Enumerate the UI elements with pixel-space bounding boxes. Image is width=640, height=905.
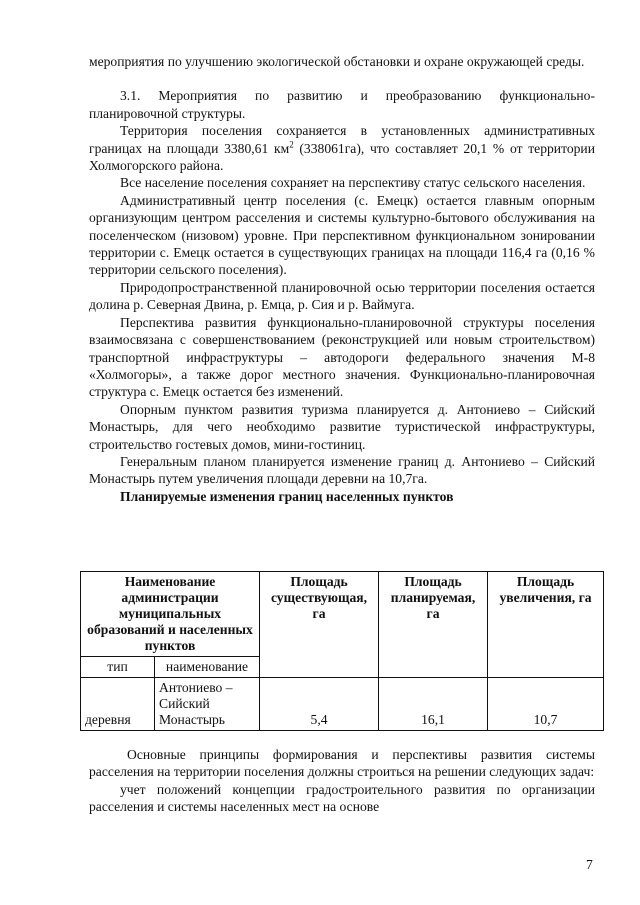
table-header-row: [81, 572, 604, 657]
paragraph-intro: мероприятия по улучшению экологической обстановки и охране окружающей среды.: [89, 54, 585, 69]
subheader-name: наименование: [155, 657, 260, 678]
header-increase: Площадь увеличения, га: [488, 572, 604, 678]
paragraph-territory: Территория поселения сохраняется в установленных административных границах на площади 3380,61 $км^2$ (338061га), что составляет 20,1 % от территории Холмогорского района.: [89, 123, 595, 174]
paragraph-tourism: Опорным пунктом развития туризма планируется д. Антониево – Сийский Монастырь, для чего необходимо развитие туристической инфраструктуры, строительство гостевых домов, мини-гостиниц.: [89, 401, 595, 452]
document-body-continued: [89, 746, 595, 816]
superscript: 2: [289, 139, 294, 150]
table-row: [81, 678, 604, 731]
header-name: Наименование администрации муниципальных образований и населенных пунктов: [81, 572, 260, 657]
cell-existing: 5,4: [260, 678, 379, 731]
boundary-changes-table: [80, 571, 604, 731]
cell-planned: 16,1: [379, 678, 488, 731]
paragraph-concept: учет положений концепции градостроительного развития по организации расселения и системы населенных мест на основе: [89, 781, 595, 815]
cell-increase: 10,7: [488, 678, 604, 731]
subheader-type: тип: [81, 657, 155, 678]
table-caption: Планируемые изменения границ населенных пунктов: [120, 488, 454, 504]
paragraph-perspective: Перспектива развития функционально-планировочной структуры поселения взаимосвязана с совершенствованием (реконструкцией или новым строительством) транспортной инфраструктуры – автодороги федерального значения М-8 «Холмогоры», а также дорог местного значения. Функционально-планировочная структура с. Емецк остается без изменений.: [89, 314, 595, 400]
section-heading: 3.1. Мероприятия по развитию и преобразованию функционально-планировочной структуры.: [89, 88, 595, 121]
document-body: [89, 53, 595, 505]
header-existing: Площадь существующая, га: [260, 572, 379, 678]
paragraph-admin-center: Административный центр поселения (с. Емецк) остается главным опорным организующим центром расселения и системы культурно-бытового обслуживания на поселенческом (низовом) уровне. При перспективном функциональном зонировании территории с. Емецк остается в существующих границах на площади 116,4 га (0,16 % территории сельского поселения).: [89, 192, 595, 278]
header-planned: Площадь планируемая, га: [379, 572, 488, 678]
paragraph-population: Все население поселения сохраняет на перспективу статус сельского населения.: [120, 175, 586, 191]
paragraph-axis: Природопространственной планировочной осью территории поселения остается долина р. Северная Двина, р. Емца, р. Сия и р. Ваймуга.: [89, 279, 595, 313]
paragraph-principles: Основные принципы формирования и перспективы развития системы расселения на территории поселения должны строиться на решении следующих задач:: [89, 747, 595, 780]
cell-name: Антониево – Сийский Монастырь: [155, 678, 260, 731]
paragraph-general-plan: Генеральным планом планируется изменение границ д. Антониево – Сийский Монастырь путем увеличения площади деревни на 10,7га.: [89, 453, 595, 487]
page-number: 7: [586, 857, 593, 872]
cell-type: деревня: [81, 678, 155, 731]
